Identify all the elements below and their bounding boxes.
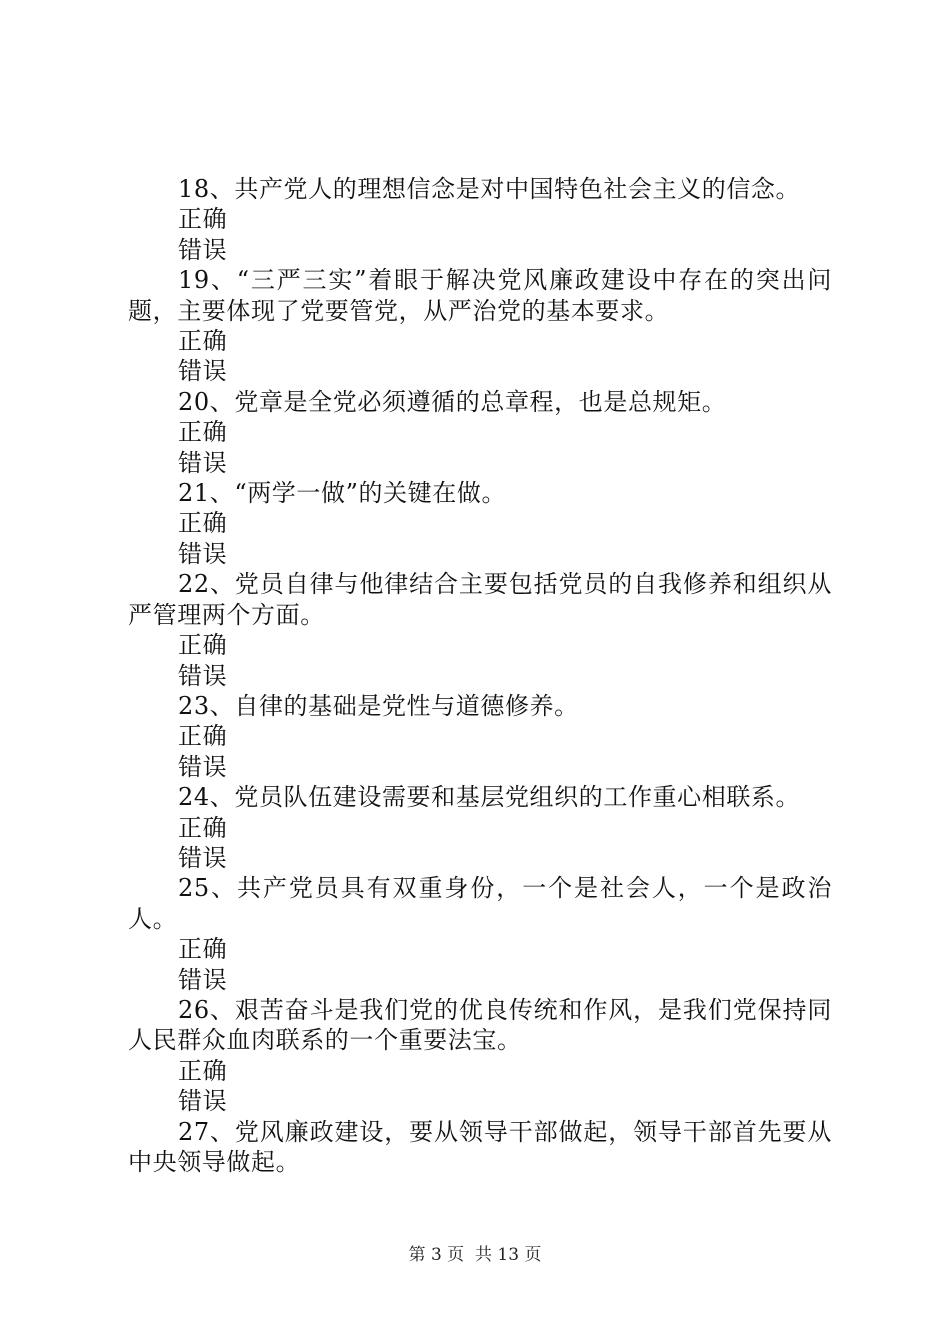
total-pages: 共 13 页 xyxy=(474,1245,542,1265)
option-correct[interactable]: 正确 xyxy=(178,327,228,356)
question-text: 26、艰苦奋斗是我们党的优良传统和作风，是我们党保持同人民群众血肉联系的一个重要法宝。 xyxy=(128,995,832,1055)
question-item xyxy=(128,387,832,478)
option-correct[interactable]: 正确 xyxy=(178,1056,228,1085)
question-text: 20、党章是全党必须遵循的总章程，也是总规矩。 xyxy=(178,387,727,416)
question-item xyxy=(128,691,832,782)
question-list xyxy=(128,174,832,1177)
question-text: 27、党风廉政建设，要从领导干部做起，领导干部首先要从中央领导做起。 xyxy=(128,1117,832,1176)
option-wrong[interactable]: 错误 xyxy=(178,661,228,690)
page-footer xyxy=(0,1243,950,1267)
option-wrong[interactable]: 错误 xyxy=(178,843,228,872)
option-wrong[interactable]: 错误 xyxy=(178,752,228,781)
question-item xyxy=(128,265,832,387)
option-correct[interactable]: 正确 xyxy=(178,813,228,842)
option-wrong[interactable]: 错误 xyxy=(178,965,228,994)
option-correct[interactable]: 正确 xyxy=(178,509,228,538)
question-item xyxy=(128,569,832,691)
option-correct[interactable]: 正确 xyxy=(178,935,228,964)
question-text: 23、自律的基础是党性与道德修养。 xyxy=(178,691,579,720)
question-text: 21、“两学一做”的关键在做。 xyxy=(178,479,507,508)
question-text: 25、共产党员具有双重身份，一个是社会人，一个是政治人。 xyxy=(128,874,832,933)
option-correct[interactable]: 正确 xyxy=(178,722,228,751)
question-item xyxy=(128,782,832,873)
option-wrong[interactable]: 错误 xyxy=(178,539,228,568)
question-item xyxy=(128,873,832,995)
option-correct[interactable]: 正确 xyxy=(178,631,228,660)
option-wrong[interactable]: 错误 xyxy=(178,448,228,477)
option-wrong[interactable]: 错误 xyxy=(178,1087,228,1116)
option-wrong[interactable]: 错误 xyxy=(178,235,228,264)
question-item xyxy=(128,1117,832,1178)
question-text: 19、“三严三实”着眼于解决党风廉政建设中存在的突出问题，主要体现了党要管党，从严治党的基本要求。 xyxy=(128,266,832,325)
question-text: 24、党员队伍建设需要和基层党组织的工作重心相联系。 xyxy=(178,783,801,812)
question-item xyxy=(128,174,832,265)
question-text: 22、党员自律与他律结合主要包括党员的自我修养和组织从严管理两个方面。 xyxy=(128,570,832,629)
question-item xyxy=(128,478,832,569)
option-wrong[interactable]: 错误 xyxy=(178,357,228,386)
question-item xyxy=(128,995,832,1117)
option-correct[interactable]: 正确 xyxy=(178,205,228,234)
page-number: 第 3 页 xyxy=(408,1245,465,1265)
question-text: 18、共产党人的理想信念是对中国特色社会主义的信念。 xyxy=(178,175,801,203)
option-correct[interactable]: 正确 xyxy=(178,418,228,447)
